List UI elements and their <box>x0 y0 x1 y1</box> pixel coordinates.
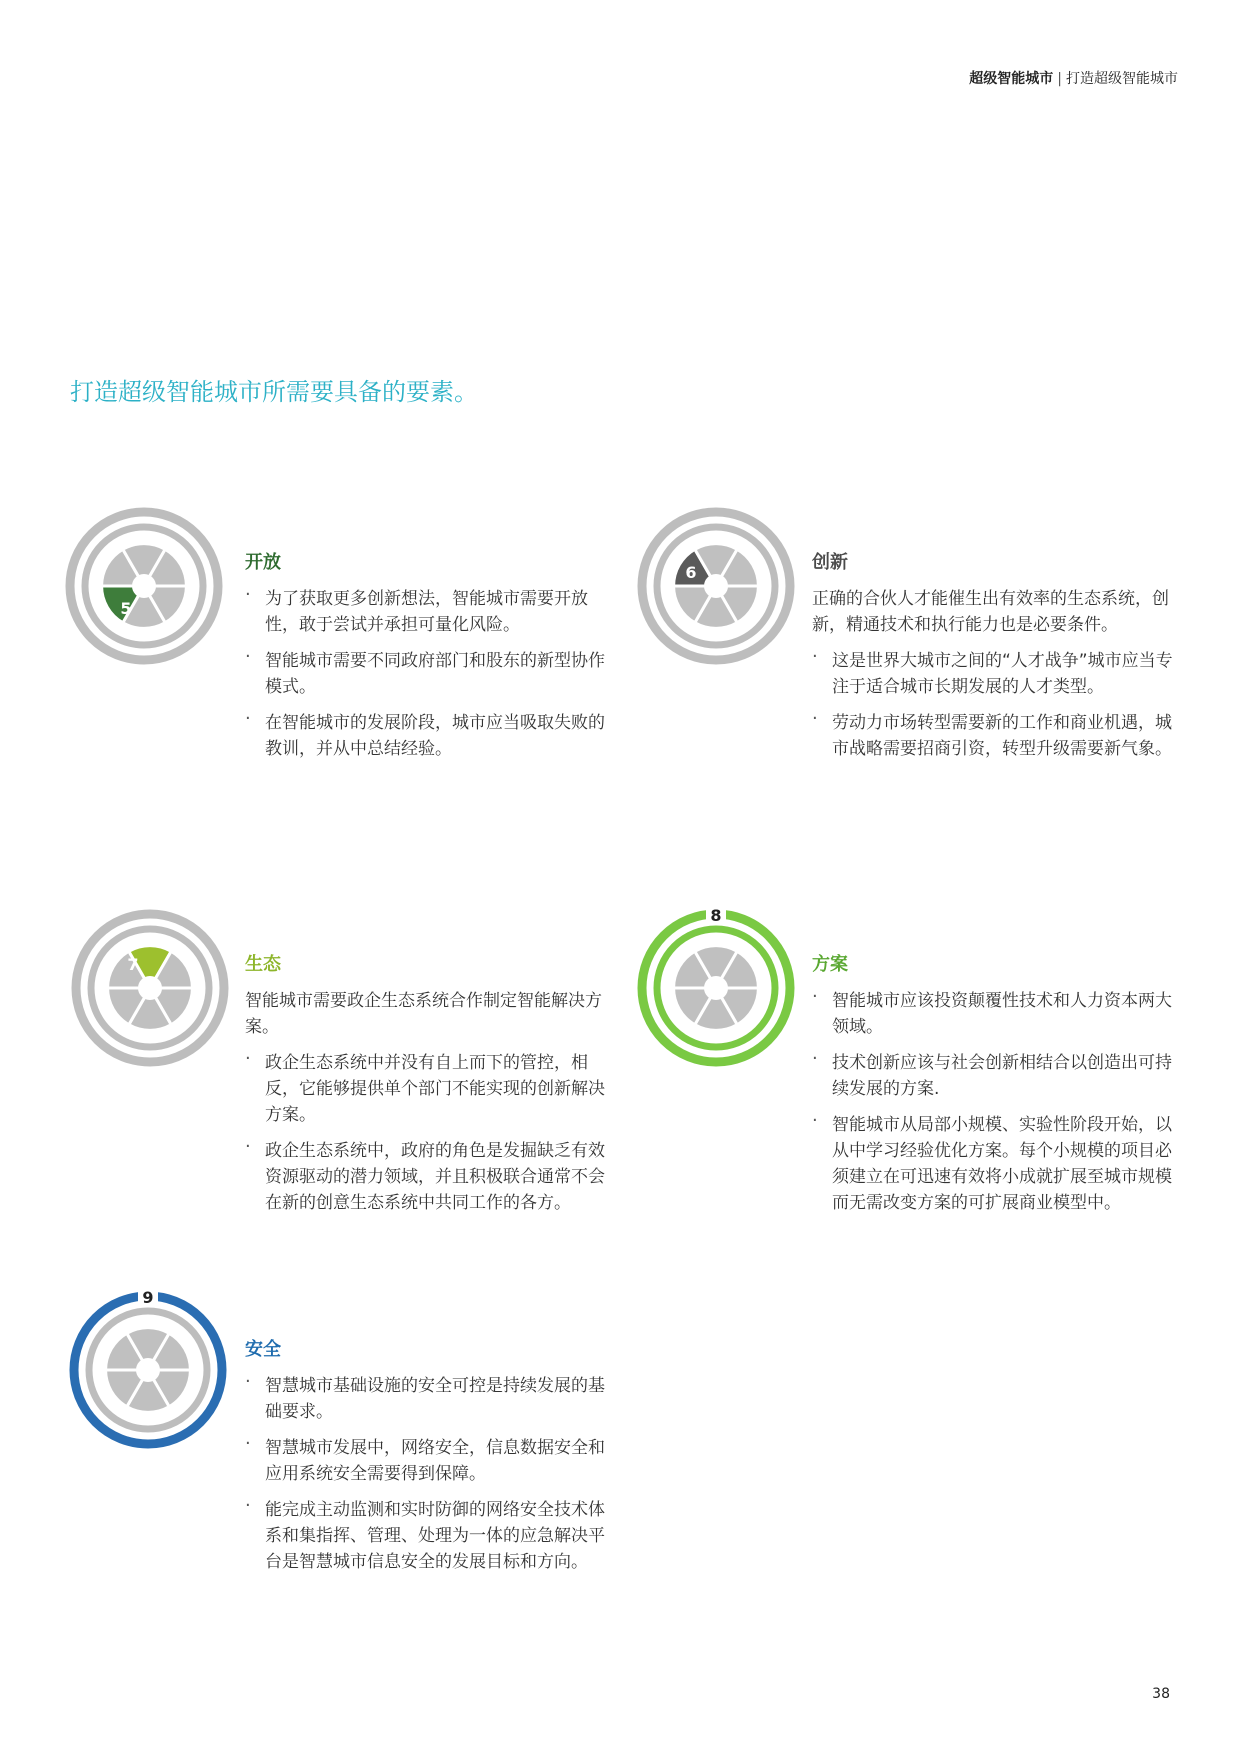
list-item: · 技术创新应该与社会创新相结合以创造出可持续发展的方案. <box>812 1050 1182 1102</box>
element-intro-7: 智能城市需要政企生态系统合作制定智能解决方案。 <box>245 991 602 1037</box>
element-block-6 <box>812 548 1182 772</box>
element-wheel-icon-7 <box>70 908 230 1068</box>
list-item: · 在智能城市的发展阶段，城市应当吸取失败的教训，并从中总结经验。 <box>245 710 615 762</box>
running-header <box>969 68 1178 88</box>
element-title-7: 生态 <box>245 954 281 975</box>
element-intro-6: 正确的合伙人才能催生出有效率的生态系统，创新，精通技术和执行能力也是必要条件。 <box>812 589 1169 635</box>
list-item: · 政企生态系统中并没有自上而下的管控，相反，它能够提供单个部门不能实现的创新解决方案。 <box>245 1050 615 1128</box>
wheel-number-5: 5 <box>120 599 132 618</box>
list-item: · 智能城市需要不同政府部门和股东的新型协作模式。 <box>245 648 615 700</box>
list-item: · 为了获取更多创新想法，智能城市需要开放性，敢于尝试并承担可量化风险。 <box>245 586 615 638</box>
element-title-8: 方案 <box>812 954 848 975</box>
page-title: 打造超级智能城市所需要具备的要素。 <box>70 378 478 406</box>
wheel-number-7: 7 <box>127 955 139 974</box>
page-number: 38 <box>1152 1686 1170 1702</box>
element-block-5 <box>245 548 615 772</box>
element-block-9 <box>245 1335 615 1585</box>
element-block-8 <box>812 950 1182 1226</box>
list-item: · 这是世界大城市之间的“人才战争”城市应当专注于适合城市长期发展的人才类型。 <box>812 648 1182 700</box>
element-wheel-icon-6 <box>636 506 796 666</box>
list-item: · 智慧城市基础设施的安全可控是持续发展的基础要求。 <box>245 1373 615 1425</box>
list-item: · 能完成主动监测和实时防御的网络安全技术体系和集指挥、管理、处理为一体的应急解决平台是智慧城市信息安全的发展目标和方向。 <box>245 1497 615 1575</box>
bullet-list-7 <box>245 1050 615 1216</box>
element-block-7 <box>245 950 615 1226</box>
element-wheel-icon-5 <box>64 506 224 666</box>
list-item: · 智慧城市发展中，网络安全，信息数据安全和应用系统安全需要得到保障。 <box>245 1435 615 1487</box>
wheel-number-8: 8 <box>710 908 722 925</box>
bullet-list-8 <box>812 988 1182 1216</box>
header-section: 打造超级智能城市 <box>1066 71 1178 87</box>
header-separator: | <box>1057 71 1062 87</box>
bullet-list-9 <box>245 1373 615 1575</box>
element-wheel-icon-8 <box>636 908 796 1068</box>
wheel-number-9: 9 <box>142 1290 154 1307</box>
element-title-6: 创新 <box>812 552 848 573</box>
list-item: · 智能城市从局部小规模、实验性阶段开始，以从中学习经验优化方案。每个小规模的项目必须建立在可迅速有效将小成就扩展至城市规模而无需改变方案的可扩展商业模型中。 <box>812 1112 1182 1216</box>
bullet-list-5 <box>245 586 615 762</box>
bullet-list-6 <box>812 648 1182 762</box>
list-item: · 劳动力市场转型需要新的工作和商业机遇，城市战略需要招商引资，转型升级需要新气象。 <box>812 710 1182 762</box>
element-title-5: 开放 <box>245 552 281 573</box>
wheel-number-6: 6 <box>685 563 697 582</box>
element-title-9: 安全 <box>245 1339 281 1360</box>
list-item: · 智能城市应该投资颠覆性技术和人力资本两大领域。 <box>812 988 1182 1040</box>
element-wheel-icon-9 <box>68 1290 228 1450</box>
header-brand: 超级智能城市 <box>969 71 1054 87</box>
list-item: · 政企生态系统中，政府的角色是发掘缺乏有效资源驱动的潜力领域，并且积极联合通常不会在新的创意生态系统中共同工作的各方。 <box>245 1138 615 1216</box>
